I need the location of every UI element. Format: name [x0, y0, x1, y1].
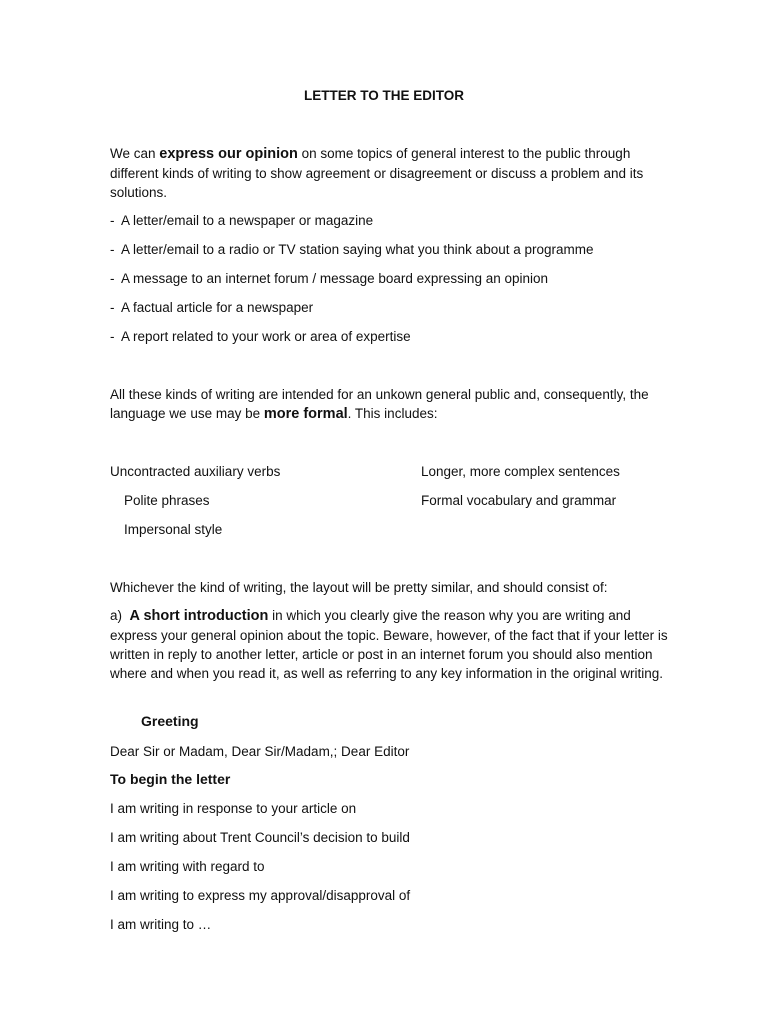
feature-left: Polite phrases: [124, 493, 210, 508]
formal-text-before: All these kinds of writing are intended for an unkown general public and, consequently, the language we use may be: [110, 387, 649, 421]
list-item-text: A factual article for a newspaper: [121, 300, 314, 315]
begin-heading: To begin the letter: [110, 771, 231, 787]
formal-text-after: . This includes:: [347, 406, 438, 421]
begin-phrase: I am writing in response to your article on: [110, 801, 357, 816]
formal-emphasis: more formal: [263, 406, 348, 422]
section-a-text: in which you clearly give the reason why you are writing and express your general opinion about the topic. Beware, however, of the fact that if your letter is written in reply to another letter, article or post in an internet forum you should also mention where and when you read it, as well as referring to any key information in the original writing.: [110, 608, 668, 681]
list-dash: -: [110, 329, 115, 344]
intro-paragraph: [110, 144, 670, 202]
section-a-emphasis: A short introduction: [129, 608, 269, 624]
document-title: LETTER TO THE EDITOR: [303, 88, 464, 103]
section-a-marker: a): [110, 608, 123, 623]
list-dash: -: [110, 242, 115, 257]
layout-intro: Whichever the kind of writing, the layout will be pretty similar, and should consist of:: [110, 580, 608, 595]
list-item-text: A message to an internet forum / message board expressing an opinion: [121, 271, 549, 286]
feature-left: Uncontracted auxiliary verbs: [110, 464, 281, 479]
intro-text-after: on some topics of general interest to the public through different kinds of writing to show agreement or disagreement or discuss a problem and its solutions.: [110, 146, 644, 200]
begin-phrase: I am writing about Trent Council’s decision to build: [110, 830, 410, 845]
greeting-text: Dear Sir or Madam, Dear Sir/Madam,; Dear Editor: [110, 744, 410, 759]
list-item: [110, 240, 594, 259]
feature-left: Impersonal style: [124, 522, 223, 537]
greeting-heading: Greeting: [141, 713, 199, 729]
begin-phrase: I am writing to …: [110, 917, 212, 932]
list-item: [110, 327, 411, 346]
feature-right: Formal vocabulary and grammar: [421, 493, 617, 508]
intro-text-before: We can: [110, 146, 160, 161]
list-dash: -: [110, 213, 115, 228]
section-a-paragraph: [110, 606, 670, 683]
list-dash: -: [110, 300, 115, 315]
begin-phrase: I am writing with regard to: [110, 859, 265, 874]
list-item-text: A letter/email to a radio or TV station saying what you think about a programme: [121, 242, 594, 257]
intro-emphasis: express our opinion: [159, 146, 298, 162]
list-item: [110, 298, 313, 317]
begin-phrase: I am writing to express my approval/disapproval of: [110, 888, 411, 903]
feature-right: Longer, more complex sentences: [421, 464, 620, 479]
formal-paragraph: [110, 385, 670, 424]
list-item-text: A report related to your work or area of expertise: [121, 329, 411, 344]
list-item-text: A letter/email to a newspaper or magazine: [121, 213, 374, 228]
list-item: [110, 211, 373, 230]
list-dash: -: [110, 271, 115, 286]
list-item: [110, 269, 548, 288]
